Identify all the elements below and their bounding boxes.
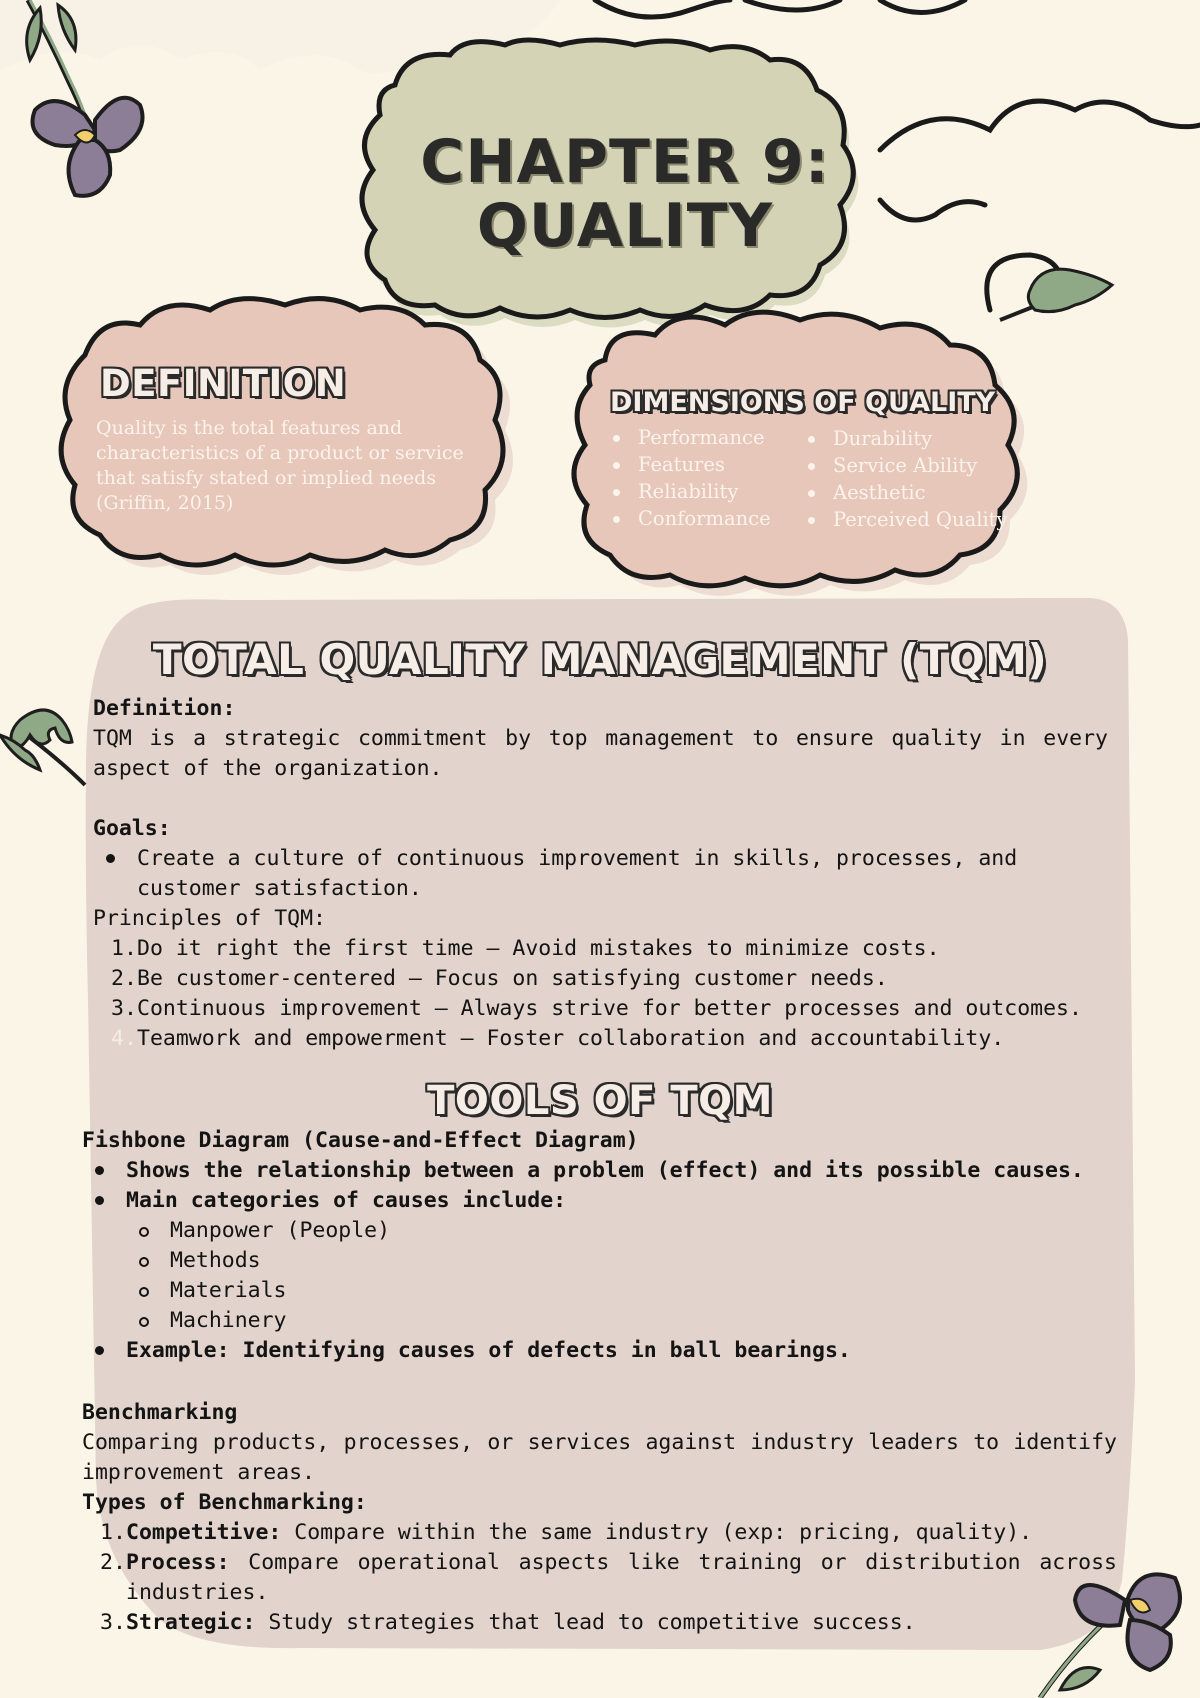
fishbone-categories <box>82 1216 1117 1336</box>
principle-item <box>93 994 1108 1024</box>
dimensions-list-right <box>805 425 1008 533</box>
principle-number: 2. <box>111 966 137 991</box>
dimension-item: Features <box>610 451 771 478</box>
fishbone-point: Shows the relationship between a problem (effect) and its possible causes. <box>82 1156 1117 1186</box>
principle-text: Be customer-centered – Focus on satisfying customer needs. <box>137 966 888 991</box>
top-right-leaf <box>1000 269 1112 320</box>
benchmark-type-text: Study strategies that lead to competitive success. <box>268 1610 916 1635</box>
principle-text: Teamwork and empowerment – Foster collaboration and accountability. <box>137 1026 1005 1051</box>
principle-number: 1. <box>111 936 137 961</box>
goal-item: Create a culture of continuous improvement in skills, processes, and customer satisfaction. <box>93 844 1108 904</box>
dimension-item: Performance <box>610 424 771 451</box>
benchmark-type-item <box>82 1518 1117 1548</box>
benchmark-type-item <box>82 1608 1117 1638</box>
category-item: Materials <box>126 1276 1117 1306</box>
left-leaf <box>0 710 85 785</box>
tqm-definition-block <box>93 694 1108 784</box>
tqm-principles-label: Principles of TQM: <box>93 906 326 931</box>
benchmarking-types-list <box>82 1518 1117 1638</box>
definition-heading: DEFINITION <box>100 362 347 405</box>
benchmark-type-text: Compare within the same industry (exp: pricing, quality). <box>294 1520 1033 1545</box>
principle-item <box>93 964 1108 994</box>
benchmarking-title: Benchmarking <box>82 1400 238 1425</box>
fishbone-example: Example: Identifying causes of defects in ball bearings. <box>82 1336 1117 1366</box>
dimension-item: Reliability <box>610 478 771 505</box>
principle-number: 4. <box>111 1026 137 1051</box>
dimension-item: Durability <box>805 425 1008 452</box>
dimensions-list-left <box>610 424 771 532</box>
dimension-item: Conformance <box>610 505 771 532</box>
chapter-title-line2: QUALITY <box>476 191 774 261</box>
dimension-item: Perceived Quality <box>805 506 1008 533</box>
chapter-title <box>380 127 870 261</box>
tqm-goals-label: Goals: <box>93 816 171 841</box>
tqm-principles-list <box>93 934 1108 1054</box>
principle-number: 3. <box>111 996 137 1021</box>
fishbone-title: Fishbone Diagram (Cause-and-Effect Diagram) <box>82 1128 639 1153</box>
benchmarking-text: Comparing products, processes, or services against industry leaders to identify improvement areas. <box>82 1430 1117 1485</box>
tools-heading: TOOLS OF TQM <box>427 1078 773 1124</box>
benchmark-type-label: Strategic: <box>126 1610 256 1635</box>
tqm-goals-list <box>93 844 1108 904</box>
benchmark-type-label: Process: <box>126 1550 230 1575</box>
tqm-goals-block <box>93 814 1108 1054</box>
fishbone-block <box>82 1126 1117 1366</box>
benchmarking-block <box>82 1398 1117 1638</box>
fishbone-points <box>82 1156 1117 1216</box>
definition-text: Quality is the total features and characteristics of a product or service that satisfy stated or implied needs (Griffin, 2015) <box>96 417 464 514</box>
tqm-definition-text: TQM is a strategic commitment by top management to ensure quality in every aspect of the organization. <box>93 726 1108 781</box>
category-item: Manpower (People) <box>126 1216 1117 1246</box>
category-item: Methods <box>126 1246 1117 1276</box>
tqm-heading: TOTAL QUALITY MANAGEMENT (TQM) <box>152 635 1048 684</box>
principle-text: Do it right the first time – Avoid mistakes to minimize costs. <box>137 936 940 961</box>
benchmark-type-text: Compare operational aspects like training or distribution across industries. <box>126 1550 1117 1605</box>
category-item: Machinery <box>126 1306 1117 1336</box>
dimensions-heading: DIMENSIONS OF QUALITY <box>610 387 996 418</box>
chapter-title-line1: CHAPTER 9: <box>420 127 830 197</box>
benchmark-type-item <box>82 1548 1117 1608</box>
dimension-item: Aesthetic <box>805 479 1008 506</box>
principle-text: Continuous improvement – Always strive for better processes and outcomes. <box>137 996 1082 1021</box>
benchmark-type-number: 1. <box>100 1520 126 1545</box>
principle-item <box>93 1024 1108 1054</box>
tqm-definition-label: Definition: <box>93 696 236 721</box>
benchmark-type-label: Competitive: <box>126 1520 282 1545</box>
benchmark-type-number: 2. <box>100 1550 126 1575</box>
benchmark-type-number: 3. <box>100 1610 126 1635</box>
principle-item <box>93 934 1108 964</box>
benchmarking-types-label: Types of Benchmarking: <box>82 1490 367 1515</box>
dimension-item: Service Ability <box>805 452 1008 479</box>
fishbone-point: Main categories of causes include: <box>82 1186 1117 1216</box>
fishbone-example-list <box>82 1336 1117 1366</box>
